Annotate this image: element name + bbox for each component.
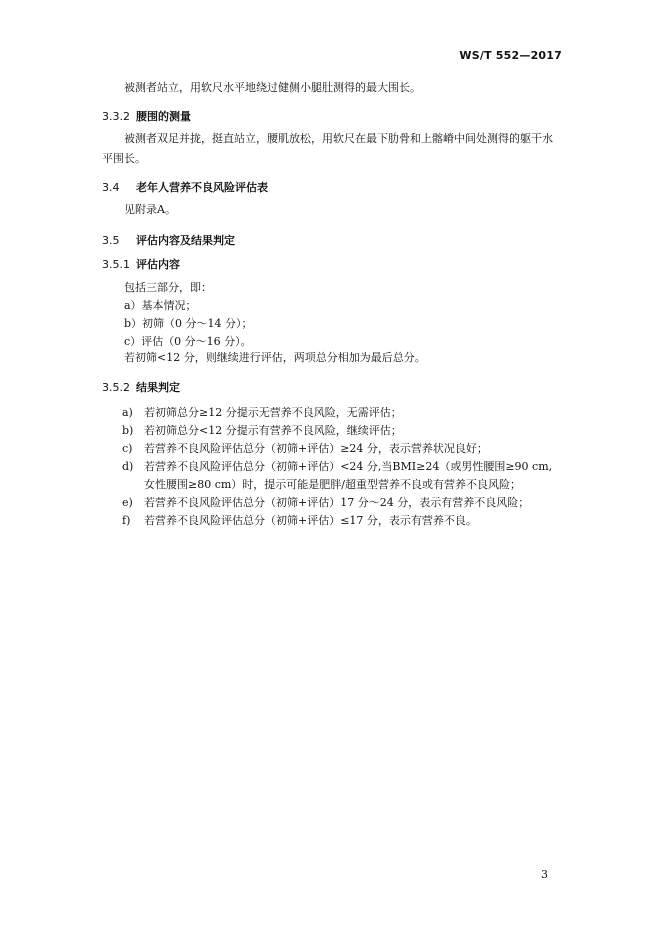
content-item-a: a）基本情况；: [124, 299, 197, 312]
list-marker: c): [122, 442, 133, 455]
standard-code: WS/T 552—2017: [459, 49, 562, 62]
section-number: 3.4: [102, 181, 120, 194]
list-text: 若营养不良风险评估总分（初筛+评估）≥24 分，表示营养状况良好；: [144, 442, 488, 455]
heading-3-5-2: [102, 379, 180, 395]
list-marker: e): [122, 496, 133, 509]
page-number: 3: [541, 868, 548, 881]
result-item-f: [122, 512, 477, 530]
content-intro-line: 包括三部分，即：: [124, 281, 212, 294]
content-item-c: c）评估（0 分～16 分）。: [124, 335, 252, 348]
content-item-b: b）初筛（0 分～14 分）；: [124, 317, 253, 330]
section-title: 老年人营养不良风险评估表: [136, 181, 268, 194]
list-marker: f): [122, 514, 131, 527]
section-number: 3.5.1: [102, 258, 130, 271]
list-text-continuation: 女性腰围≥80 cm）时，提示可能是肥胖/超重型营养不良或有营养不良风险；: [144, 478, 522, 491]
section-number: 3.5.2: [102, 381, 130, 394]
section-title: 评估内容及结果判定: [136, 234, 235, 247]
result-item-d: [122, 458, 552, 494]
result-item-c: [122, 440, 488, 458]
section-title: 结果判定: [136, 381, 180, 394]
list-marker: b): [122, 424, 134, 437]
heading-3-4: [102, 179, 268, 195]
section-title: 评估内容: [136, 258, 180, 271]
section-number: 3.5: [102, 234, 120, 247]
result-item-e: [122, 494, 529, 512]
appendix-reference: 见附录A。: [124, 203, 176, 216]
heading-3-3-2: [102, 108, 191, 124]
waist-measure-paragraph: 被测者双足并拢，挺直站立，腰肌放松，用软尺在最下肋骨和上髂嵴中间处测得的躯干水平围长。: [102, 132, 553, 165]
section-title: 腰围的测量: [136, 110, 191, 123]
list-marker: d): [122, 460, 134, 473]
heading-3-5-1: [102, 256, 180, 272]
heading-3-5: [102, 232, 235, 248]
list-marker: a): [122, 406, 133, 419]
list-text: 若初筛总分≥12 分提示无营养不良风险，无需评估；: [144, 406, 402, 419]
list-text: 若营养不良风险评估总分（初筛+评估）17 分～24 分，表示有营养不良风险；: [144, 496, 530, 509]
result-item-b: [122, 422, 402, 440]
list-text: 若营养不良风险评估总分（初筛+评估）<24 分,当BMI≥24（或男性腰围≥90 cm,: [144, 460, 553, 473]
result-item-a: [122, 404, 402, 422]
content-note-line: 若初筛<12 分，则继续进行评估，两项总分相加为最后总分。: [124, 351, 426, 364]
calf-measure-paragraph: 被测者站立，用软尺水平地绕过健侧小腿肚测得的最大围长。: [124, 81, 421, 94]
section-number: 3.3.2: [102, 110, 130, 123]
list-text: 若营养不良风险评估总分（初筛+评估）≤17 分，表示有营养不良。: [144, 514, 477, 527]
list-text: 若初筛总分<12 分提示有营养不良风险，继续评估；: [144, 424, 402, 437]
